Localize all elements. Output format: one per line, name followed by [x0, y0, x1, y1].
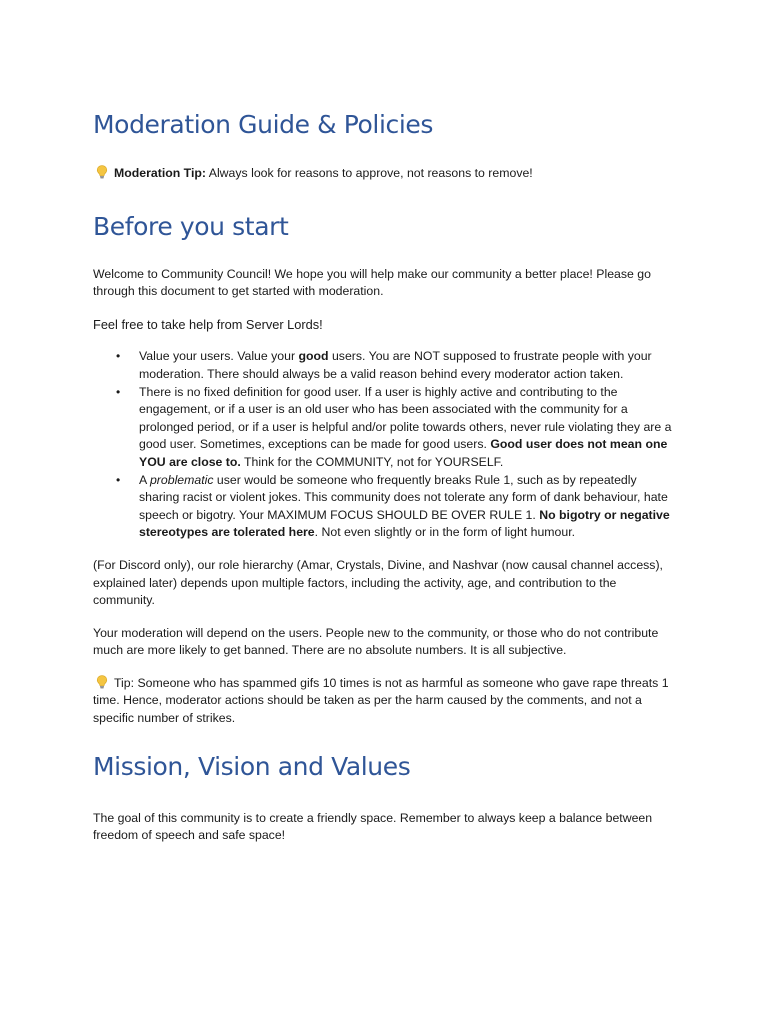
bullet-text: Value your users. Value your	[139, 349, 299, 364]
bullet-text: user would be someone who frequently breaks Rule 1, such as by repeatedly sharing racist or violent jokes. This community does not tolerate any form of dank behaviour, hate speech or bigotry. Your MAXIMUM FOCUS SHOULD BE OVER RULE 1.	[139, 472, 668, 522]
moderation-tip	[93, 165, 672, 183]
tip-text: Always look for reasons to approve, not reasons to remove!	[206, 166, 533, 180]
list-item	[116, 384, 672, 472]
bullet-icon: •	[116, 384, 121, 399]
help-paragraph: Feel free to take help from Server Lords!	[93, 316, 323, 332]
list-item	[116, 348, 672, 383]
bullet-text: . Not even slightly or in the form of light humour.	[314, 525, 576, 540]
rules-list	[93, 348, 672, 542]
bullet-bold-text: No bigotry or negative stereotypes are tolerated here	[139, 507, 670, 540]
section-heading-before-you-start: Before you start	[93, 211, 289, 241]
mission-paragraph: The goal of this community is to create a friendly space. Remember to always keep a balance between freedom of speech and safe space!	[93, 810, 653, 843]
bullet-text: A	[139, 472, 150, 487]
bullet-bold-text: Good user does not mean one YOU are close to.	[139, 437, 668, 469]
tip2-text: Tip: Someone who has spammed gifs 10 times is not as harmful as someone who gave rape threats 1 time. Hence, moderator actions should be taken as per the harm caused by the comments, and not a specific number of strikes.	[93, 675, 669, 726]
moderation-paragraph: Your moderation will depend on the users. People new to the community, or those who do not contribute much are more likely to get banned. There are no absolute numbers. It is all subjective.	[93, 625, 659, 658]
intro-paragraph: Welcome to Community Council! We hope you will help make our community a better place! Please go through this document to get started with moderation.	[93, 266, 651, 299]
bullet-text: Think for the COMMUNITY, not for YOURSELF.	[240, 454, 504, 469]
bullet-text: There is no fixed definition for good user. If a user is highly active and contributing to the engagement, or if a user is an old user who has been associated with the community for a prolonged period, or if a user is helpful and/or polite towards others, never rule violating they are a good user. Sometimes, exceptions can be made for good users.	[139, 384, 672, 452]
lightbulb-icon	[96, 675, 108, 689]
discord-paragraph: (For Discord only), our role hierarchy (Amar, Crystals, Divine, and Nashvar (now causal channel access), explained later) depends upon multiple factors, including the activity, age, and contribution to the community.	[93, 557, 663, 608]
lightbulb-icon	[96, 165, 108, 179]
bullet-icon: •	[116, 349, 121, 364]
bullet-icon: •	[116, 472, 121, 487]
tip-paragraph	[93, 675, 672, 728]
tip-label: Moderation Tip:	[114, 166, 206, 180]
bullet-text: users. You are NOT supposed to frustrate people with your moderation. There should always be a valid reason behind every moderator action taken.	[139, 349, 652, 381]
bullet-italic-text: problematic	[149, 472, 214, 487]
section-heading-mission: Mission, Vision and Values	[93, 751, 411, 781]
bullet-bold-text: good	[298, 349, 329, 364]
list-item	[116, 472, 672, 542]
document-title: Moderation Guide & Policies	[93, 110, 434, 139]
